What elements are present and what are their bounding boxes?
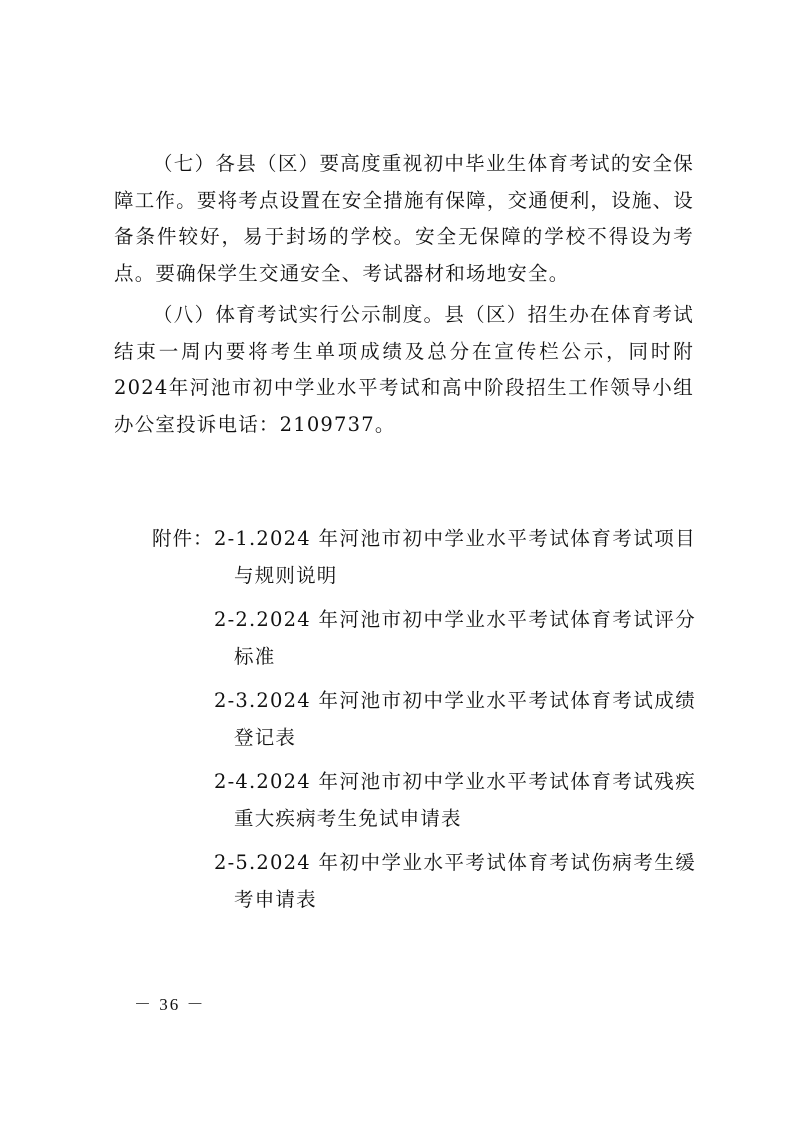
- attachment-item: 2-2.2024 年河池市初中学业水平考试体育考试评分标准: [214, 608, 696, 668]
- attachment-item: 2-5.2024 年初中学业水平考试体育考试伤病考生缓考申请表: [214, 851, 696, 911]
- attachments-list: [214, 521, 696, 926]
- attachment-item: 2-3.2024 年河池市初中学业水平考试体育考试成绩登记表: [214, 689, 696, 749]
- attachment-item: 2-1.2024 年河池市初中学业水平考试体育考试项目与规则说明: [214, 527, 696, 587]
- page-number: － 36 －: [134, 995, 206, 1014]
- attachments-label: 附件：: [152, 527, 214, 550]
- attachment-item: 2-4.2024 年河池市初中学业水平考试体育考试残疾重大疾病考生免试申请表: [214, 770, 696, 830]
- paragraph-publicity: （八）体育考试实行公示制度。县（区）招生办在体育考试结束一周内要将考生单项成绩及总分在宣传栏公示，同时附2024年河池市初中学业水平考试和高中阶段招生工作领导小组办公室投诉电话：2109737。: [114, 303, 694, 436]
- paragraph-safety: （七）各县（区）要高度重视初中毕业生体育考试的安全保障工作。要将考点设置在安全措施有保障，交通便利，设施、设备条件较好，易于封场的学校。安全无保障的学校不得设为考点。要确保学生交通安全、考试器材和场地安全。: [114, 152, 694, 285]
